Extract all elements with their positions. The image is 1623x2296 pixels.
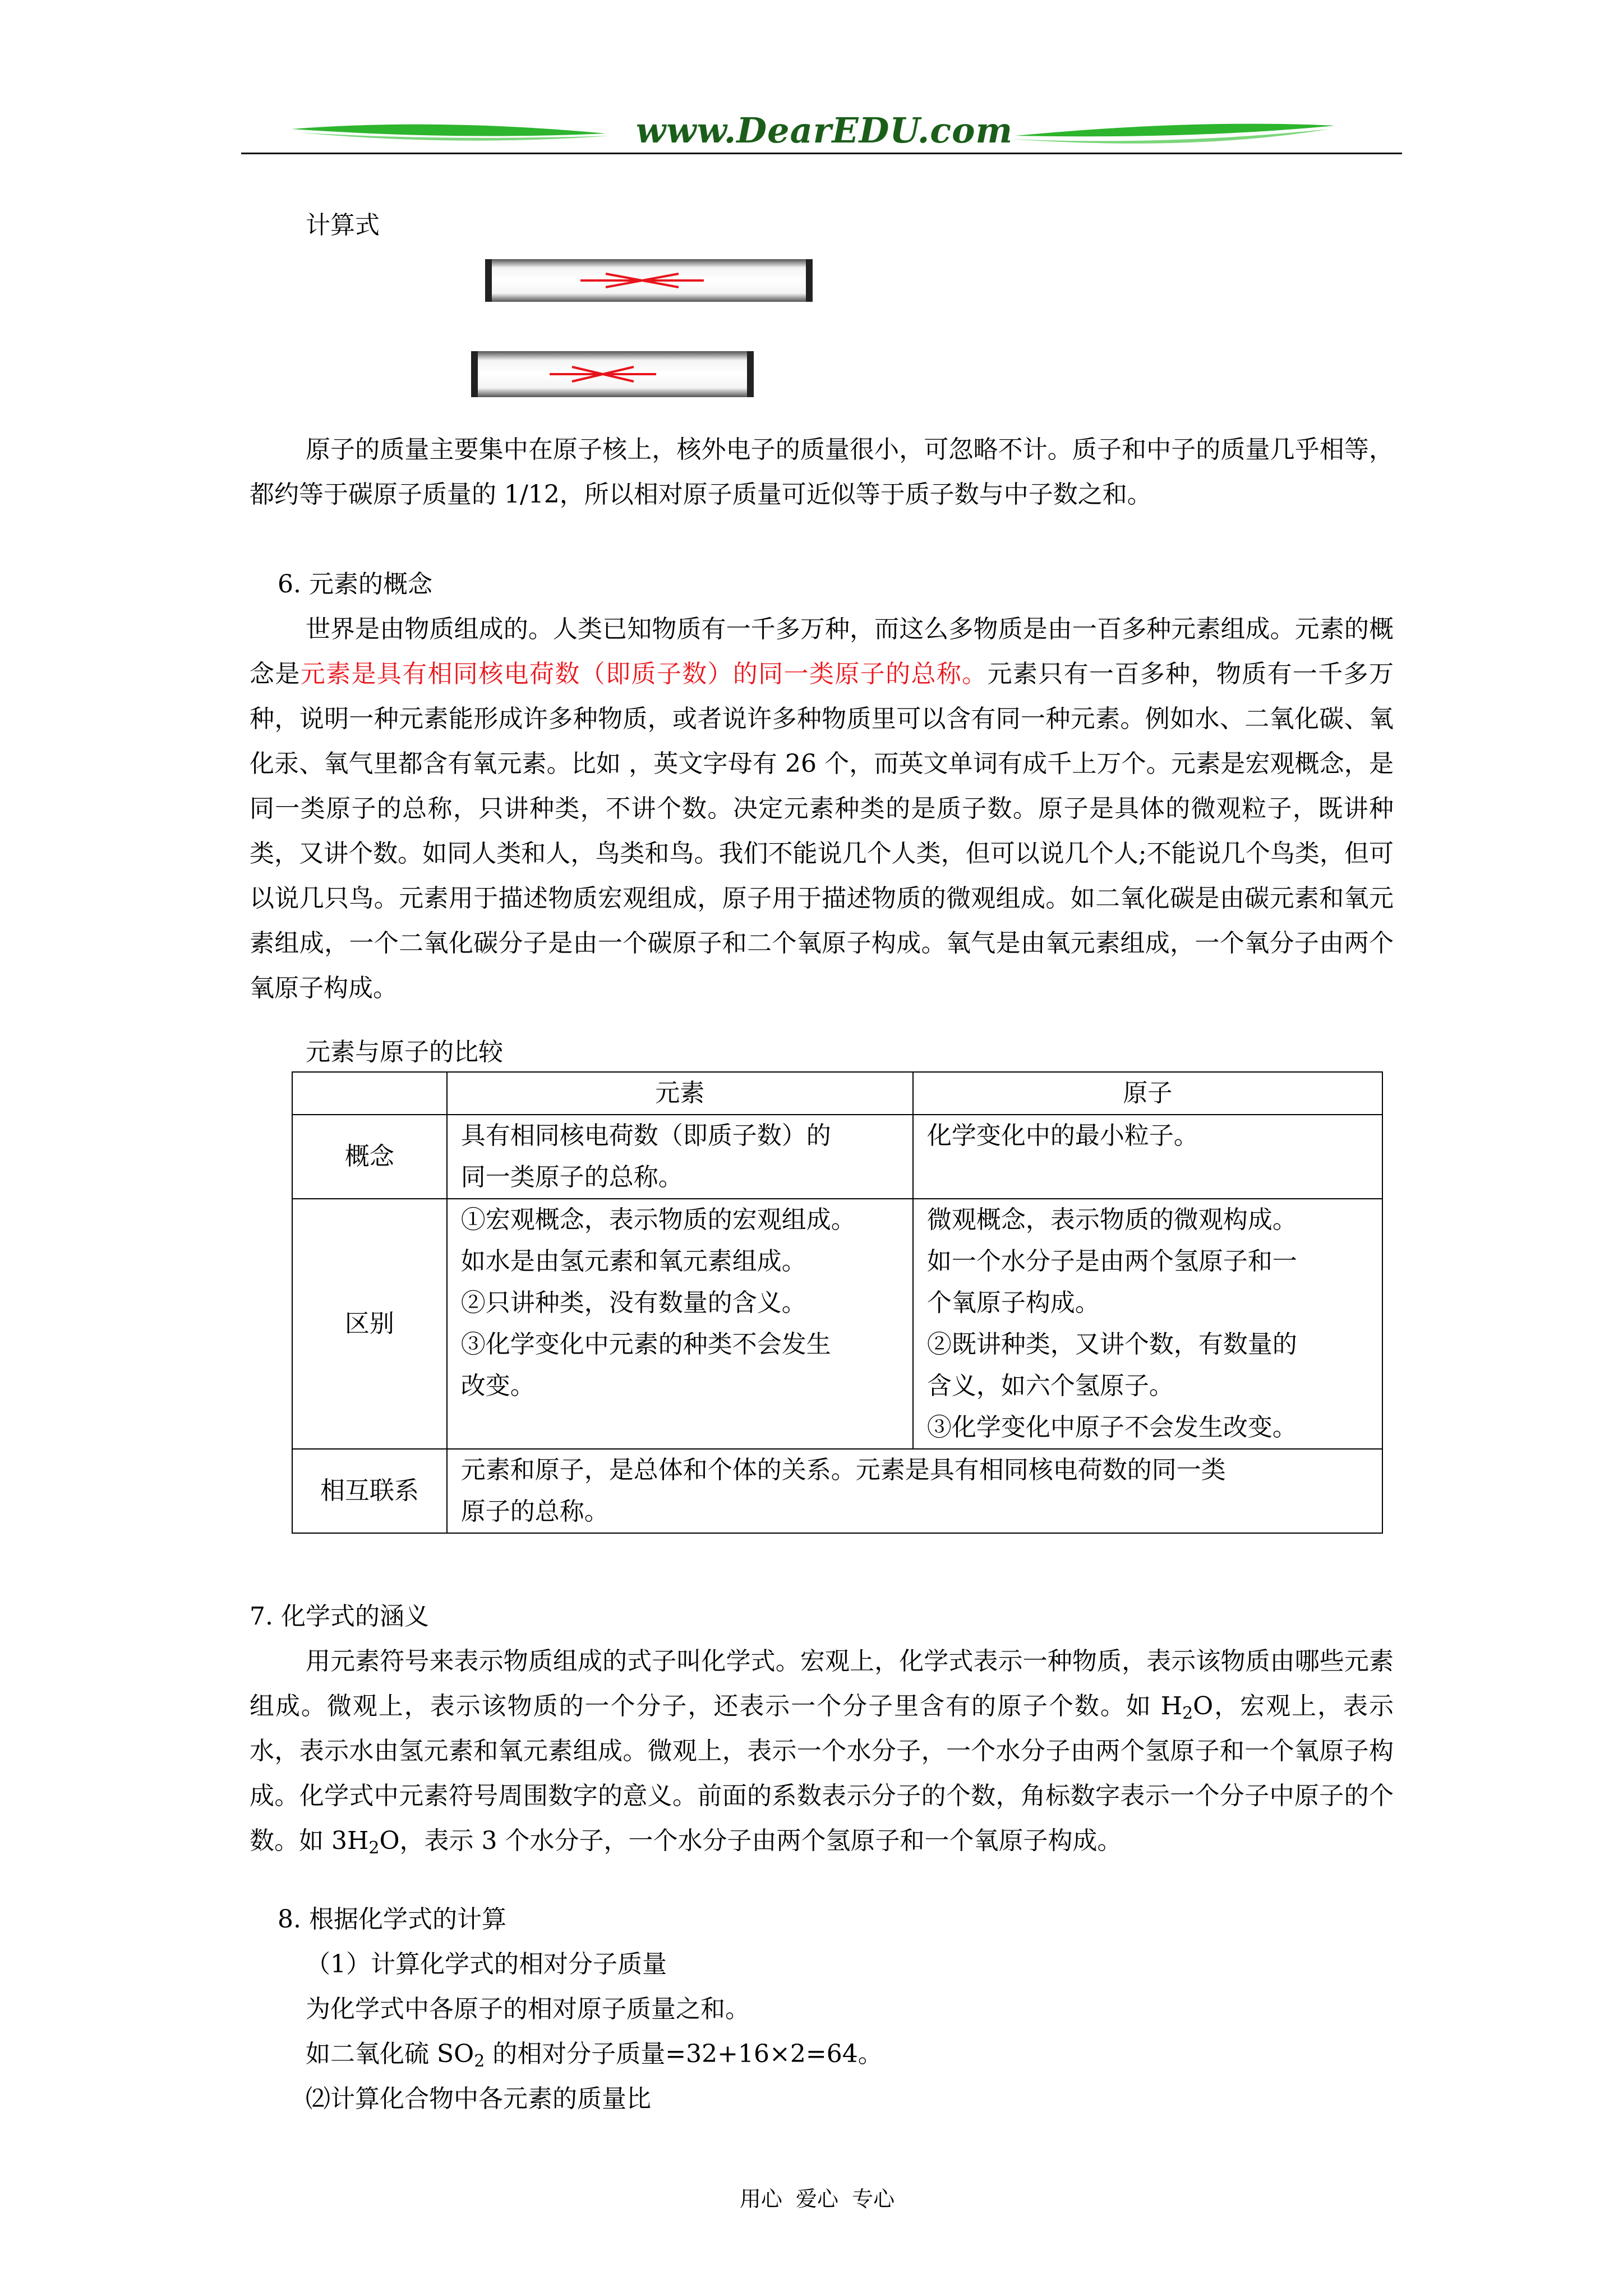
- row-label: 概念: [292, 1115, 447, 1199]
- cell-line: 如一个水分子是由两个氢原子和一: [926, 1247, 1297, 1276]
- section-6-paragraph: [250, 607, 1394, 1011]
- table-header-cell: 原子: [913, 1072, 1382, 1115]
- cell-line: ②既讲种类，又讲个数，有数量的: [926, 1330, 1297, 1359]
- cell-line: 同一类原子的总称。: [460, 1163, 683, 1191]
- section-6-text-a: 世界是由物质组成的。人类已知物质有一千多万种，而这么多物质是由一百多种元素组成。元素的概念是: [250, 615, 1394, 688]
- so2-text-a: 如二氧化硫 SO: [306, 2040, 474, 2068]
- section-7-paragraph: [250, 1639, 1394, 1864]
- cell-line: 元素和原子，是总体和个体的关系。元素是具有相同核电荷数的同一类: [460, 1456, 1226, 1484]
- row-label: 区别: [292, 1199, 447, 1449]
- atom-mass-paragraph: 原子的质量主要集中在原子核上，核外电子的质量很小，可忽略不计。质子和中子的质量几乎相等，都约等于碳原子质量的 1/12，所以相对原子质量可近似等于质子数与中子数之和。: [250, 435, 1394, 509]
- element-atom-comparison-table: [292, 1071, 1383, 1534]
- formula-image-2: [471, 351, 754, 397]
- cell-line: 原子的总称。: [460, 1497, 609, 1526]
- so2-text-b: 的相对分子质量=32+16×2=64。: [485, 2040, 883, 2068]
- atom-cell: [913, 1115, 1382, 1199]
- formula-image-1: [485, 259, 813, 302]
- table-header-cell: [292, 1072, 447, 1115]
- subscript: 2: [368, 1838, 380, 1858]
- section-7-text-2: O，宏观上，表示水，表示水由氢元素和氧元素组成。微观上，表示一个水分子，一个水分子由两个氢原子和一个氧原子构成。化学式中元素符号周围数字的意义。前面的系数表示分子的个数，角标数字表示一个分子中原子的个数。如 3H: [250, 1692, 1394, 1855]
- element-cell: [447, 1115, 913, 1199]
- cross-mark-icon: [485, 259, 799, 302]
- table-header-cell: 元素: [447, 1072, 913, 1115]
- section-7-text-1: 用元素符号来表示物质组成的式子叫化学式。宏观上，化学式表示一种物质，表示该物质由哪些元素组成。微观上，表示该物质的一个分子，还表示一个分子里含有的原子个数。如 H: [250, 1647, 1394, 1720]
- cross-mark-icon: [471, 351, 740, 397]
- table-row: [292, 1449, 1382, 1533]
- cell-line: 化学变化中的最小粒子。: [926, 1121, 1198, 1150]
- site-logo-text: www.DearEDU.com: [635, 110, 1013, 151]
- cell-line: ②只讲种类，没有数量的含义。: [460, 1289, 806, 1317]
- section-7-heading: 7. 化学式的涵义: [250, 1602, 429, 1631]
- calc-label: 计算式: [306, 211, 380, 240]
- cell-line: ③化学变化中元素的种类不会发生: [460, 1330, 831, 1359]
- site-logo[interactable]: [611, 110, 1038, 151]
- cell-line: 如水是由氢元素和氧元素组成。: [460, 1247, 806, 1276]
- cell-line: ③化学变化中原子不会发生改变。: [926, 1413, 1297, 1442]
- section-6-heading: 6. 元素的概念: [278, 570, 432, 599]
- cell-line: 微观概念，表示物质的微观构成。: [926, 1205, 1297, 1234]
- section-8-line-2: 为化学式中各原子的相对原子质量之和。: [306, 1995, 750, 2023]
- table-row: [292, 1115, 1382, 1199]
- cell-line: 个氧原子构成。: [926, 1289, 1100, 1317]
- section-6-text-b: 元素只有一百多种，物质有一千多万种，说明一种元素能形成许多种物质，或者说许多种物质里可以含有同一种元素。例如水、二氧化碳、氧化汞、氧气里都含有氧元素。比如 ，英文字母有 26 个，而英文单词有成千上万个。元素是宏观概念，是同一类原子的总称，只讲种类，不讲个数。决定元素种类的是质子数。原子是具体的微观粒子，既讲种类，又讲个数。如同人类和人，鸟类和鸟。我们不能说几个人类，但可以说几个人;不能说几个鸟类，但可以说几只鸟。元素用于描述物质宏观组成，原子用于描述物质的微观组成。如二氧化碳是由碳元素和氧元素组成，一个二氧化碳分子是由一个碳原子和二个氧原子构成。氧气是由氧元素组成，一个氧分子由两个氧原子构成。: [250, 660, 1394, 1002]
- element-definition-highlight: 元素是具有相同核电荷数（即质子数）的同一类原子的总称。: [300, 660, 988, 688]
- cell-line: 改变。: [460, 1372, 535, 1400]
- section-8-line-3: [306, 2032, 883, 2077]
- footer-motto: 用心 爱心 专心: [739, 2187, 895, 2211]
- row-label: 相互联系: [292, 1449, 447, 1533]
- table-row: [292, 1199, 1382, 1449]
- element-cell: [447, 1199, 913, 1449]
- header-rule: [241, 153, 1402, 154]
- table-caption: 元素与原子的比较: [306, 1038, 503, 1066]
- section-7-text-3: O，表示 3 个水分子，一个水分子由两个氢原子和一个氧原子构成。: [379, 1826, 1122, 1855]
- section-8-subheading-1: （1）计算化学式的相对分子质量: [306, 1950, 667, 1978]
- cell-line: 具有相同核电荷数（即质子数）的: [460, 1121, 831, 1150]
- subscript: 2: [474, 2051, 485, 2071]
- relation-cell: [447, 1449, 1382, 1533]
- section-8-heading: 8. 根据化学式的计算: [278, 1905, 506, 1934]
- cell-line: 含义，如六个氢原子。: [926, 1372, 1174, 1400]
- table-header-row: [292, 1072, 1382, 1115]
- cell-line: ①宏观概念，表示物质的宏观组成。: [460, 1205, 856, 1234]
- section-8-subheading-2: ⑵计算化合物中各元素的质量比: [306, 2085, 651, 2113]
- subscript: 2: [1182, 1704, 1193, 1723]
- atom-cell: [913, 1199, 1382, 1449]
